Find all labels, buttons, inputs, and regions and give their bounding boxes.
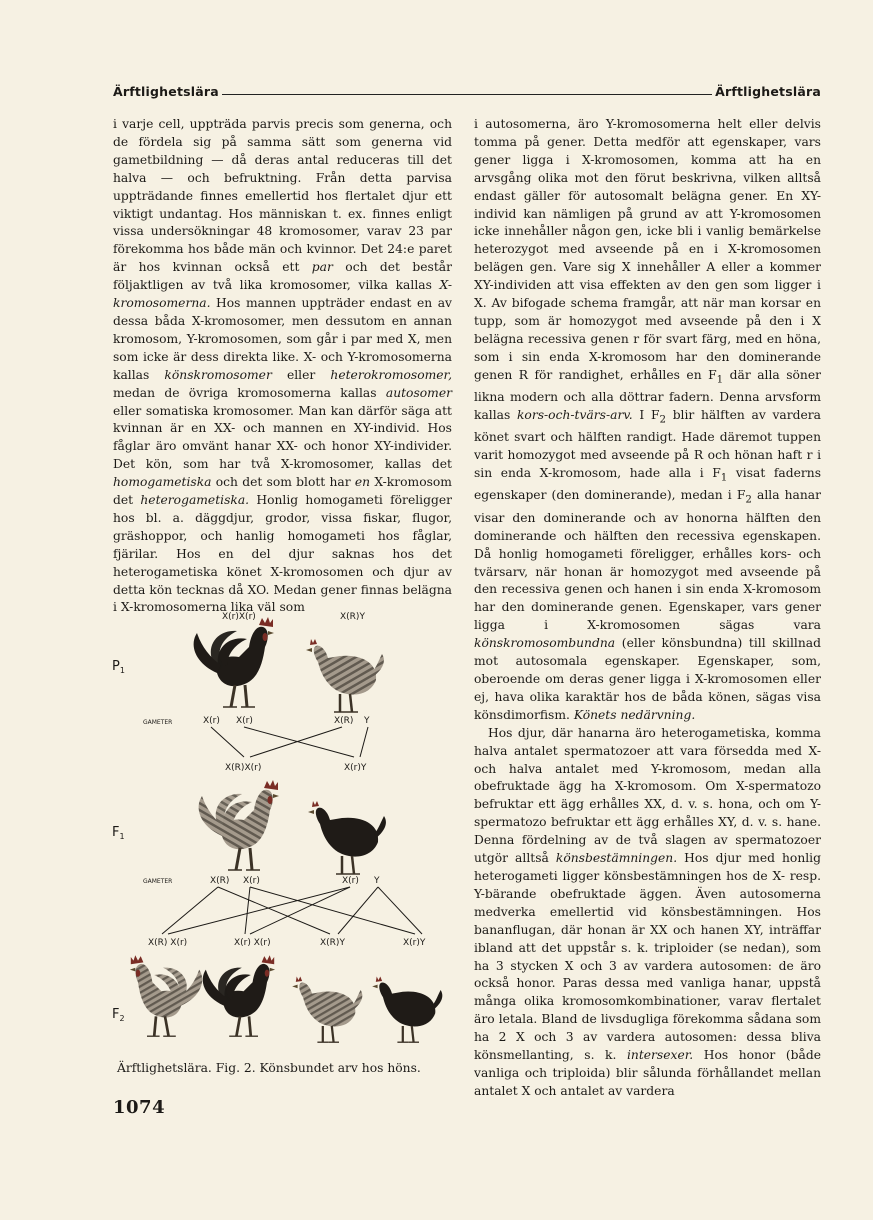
f2-barred-hen xyxy=(292,977,362,1043)
f1-barred-cock xyxy=(199,780,279,870)
gamete-1: X(r) xyxy=(203,716,220,726)
f2-genotypes xyxy=(148,938,426,948)
running-header xyxy=(113,84,821,104)
cross-lines-1 xyxy=(211,727,368,757)
right-paragraph-2: Hos djur, där hanarna äro heterogametiska, komma halva antalet spermatozoer att vara försedda med X- och halva antalet med Y-kromosom, medan alla obefruktade ägg ha X-kromosom. Om X-spermatozo befruktar ett ägg erhålles XX, d. v. s. hona, och om Y-spermatozo befruktar ett ägg erhålles XY, d. v. s. hane. Denna fördelning av de två slagen av spermatozoer utgör alltså könsbestämningen. Hos djur med honlig heterogameti ligger könsbestämningen hos de X- resp. Y-bärande obefruktade äggen. Även autosomerna medverka emellertid vid könsbestämningen. Hos bananflugan, där honan är XX och hanen XY, inträffar ibland att det uppstår s. k. triploider (se nedan), som ha 3 stycken X och 3 av vardera autosomen: de äro också honor. Paras dessa med vanliga hanar, uppstå många olika kromosomkombinationer, varav flertalet äro letala. Bland de livsdugliga förekomma sådana som ha 2 X och 3 av vardera autosomen: dessa bliva könsmellanting, s. k. intersexer. Hos honor (både vanliga och triploida) blir sålunda förhållandet mellan antalet X och antalet av vardera xyxy=(474,725,821,1098)
f2-genotype-2: X(r) X(r) xyxy=(234,938,271,948)
f2-barred-cock xyxy=(130,955,202,1036)
f1-genotypes xyxy=(225,763,367,773)
header-title-left: Ärftlighetslära xyxy=(113,84,222,99)
page-number: 1074 xyxy=(113,1097,166,1118)
gameter-label-2: GAMETER xyxy=(143,878,173,885)
gameter-label-1: GAMETER xyxy=(143,719,173,726)
gametes-row-1 xyxy=(143,716,370,726)
gamete-3: X(R) xyxy=(334,716,354,726)
f1-label: $F_1$ xyxy=(112,825,125,841)
inheritance-diagram xyxy=(110,604,455,1059)
p1-female-genotype: X(R)Y xyxy=(340,612,365,622)
generation-labels xyxy=(112,659,125,1023)
p1-male-genotype: X(r)X(r) xyxy=(222,612,256,622)
f2-label: $F_2$ xyxy=(112,1007,125,1023)
gamete-4: Y xyxy=(364,716,370,726)
f1-male-genotype: X(R)X(r) xyxy=(225,763,262,773)
f2-black-cock xyxy=(203,955,275,1036)
cross-lines-2 xyxy=(162,887,422,934)
gametes-row-2 xyxy=(143,876,380,886)
gamete-7: X(r) xyxy=(342,876,359,886)
figure-caption: Ärftlighetslära. Fig. 2. Könsbundet arv hos höns. xyxy=(117,1061,421,1075)
f1-black-hen xyxy=(308,801,386,874)
gamete-5: X(R) xyxy=(210,876,230,886)
p1-label: $P_1$ xyxy=(112,659,125,675)
gamete-6: X(r) xyxy=(243,876,260,886)
header-title-right: Ärftlighetslära xyxy=(712,84,821,99)
right-paragraph-1: i autosomerna, äro Y-kromosomerna helt eller delvis tomma på gener. Detta medför att egenskaper, vars gener ligga i X-kromosomen, komma att ha en arvsgång olika mot den förut beskrivna, vilken alltså endast gäller för autosomalt belägna gener. En XY-individ kan nämligen på grund av att Y-kromosomen icke innehåller någon gen, icke bli i vanlig bemärkelse heterozygot med avseende på en i X-kromosomen belägen gen. Vare sig X innehåller A eller a kommer XY-individen att visa effekten av den gen som ligger i X. Av bifogade schema framgår, att när man korsar en tupp, som är homozygot med avseende på den i X belägna recessiva genen r för svart färg, med en höna, som i sin enda X-kromosom har den dominerande genen R för randighet, erhålles en $F_1$ där alla söner likna modern och alla döttrar fadern. Denna arvsform kallas kors-och-tvärs-arv. I $F_2$ blir hälften av vardera könet svart och hälften randigt. Hade däremot tuppen varit homozygot med avseende på R och hönan haft r i sin enda X-kromosom, hade alla i $F_1$ visat faderns egenskaper (den dominerande), medan i $F_2$ alla hanar visar den dominerande och av honorna hälften den dominerande och hälften den recessiva egenskapen. Då honlig homogameti föreligger, erhålles kors- och tvärsarv, när honan är homozygot med avseende på den recessiva genen och hanen i sin enda X-kromosom har den dominerande genen. Egenskaper, vars gener ligga i X-kromosomen sägas vara könskromosombundna (eller könsbundna) till skillnad mot autosomala egenskaper. Egenskaper, som, oberoende om deras gener ligga i X-kromosomen eller ej, hava olika karaktär hos de båda könen, sägas visa könsdimorfism. Könets nedärvning. xyxy=(474,117,822,722)
left-paragraph: i varje cell, uppträda parvis precis som generna, och de fördela sig på samma sätt som generna vid gametbildning — då deras antal reduceras till det halva — och befruktning. Från detta parvisa uppträdande finnes emellertid hos flertalet djur ett viktigt undantag. Hos människan t. ex. finnes enligt vissa undersökningar 48 kromosomer, varav 23 par förekomma hos både män och kvinnor. Det 24:e paret är hos kvinnan också ett par och det består följaktligen av två lika kromosomer, vilka kallas X-kromosomerna. Hos mannen uppträder endast en av dessa båda X-kromosomer, men dessutom en annan kromosom, Y-kromosomen, som går i par med X, men som icke är dess direkta like. X- och Y-kromosomerna kallas könskromosomer eller heterokromosomer, medan de övriga kromosomerna kallas autosomer eller somatiska kromosomer. Man kan därför säga att kvinnan är en XX- och mannen en XY-individ. Hos fåglar äro omvänt hanar XX- och honor XY-individer. Det kön, som har två X-kromosomer, kallas det homogametiska och det som blott har en X-kromosom det heterogametiska. Honlig homogameti föreligger hos bl. a. däggdjur, grodor, vissa fiskar, flugor, gräshoppor, och hanlig homogameti hos fåglar, fjärilar. Hos en del djur saknas hos det heterogametiska könet X-kromosomen och djur av detta kön tecknas då XO. Medan gener finnas belägna i X-kromosomerna lika väl som xyxy=(113,117,452,615)
gamete-8: Y xyxy=(374,876,380,886)
f1-female-genotype: X(r)Y xyxy=(344,763,367,773)
f2-genotype-3: X(R)Y xyxy=(320,938,345,948)
gamete-2: X(r) xyxy=(236,716,253,726)
f2-genotype-4: X(r)Y xyxy=(403,938,426,948)
p1-black-cock xyxy=(194,617,274,707)
f2-black-hen xyxy=(372,977,442,1043)
p1-genotypes xyxy=(222,612,365,622)
f2-genotype-1: X(R) X(r) xyxy=(148,938,188,948)
right-column xyxy=(474,116,821,1101)
inheritance-figure xyxy=(110,604,455,1059)
p1-barred-hen xyxy=(306,639,384,712)
left-column xyxy=(113,116,452,617)
